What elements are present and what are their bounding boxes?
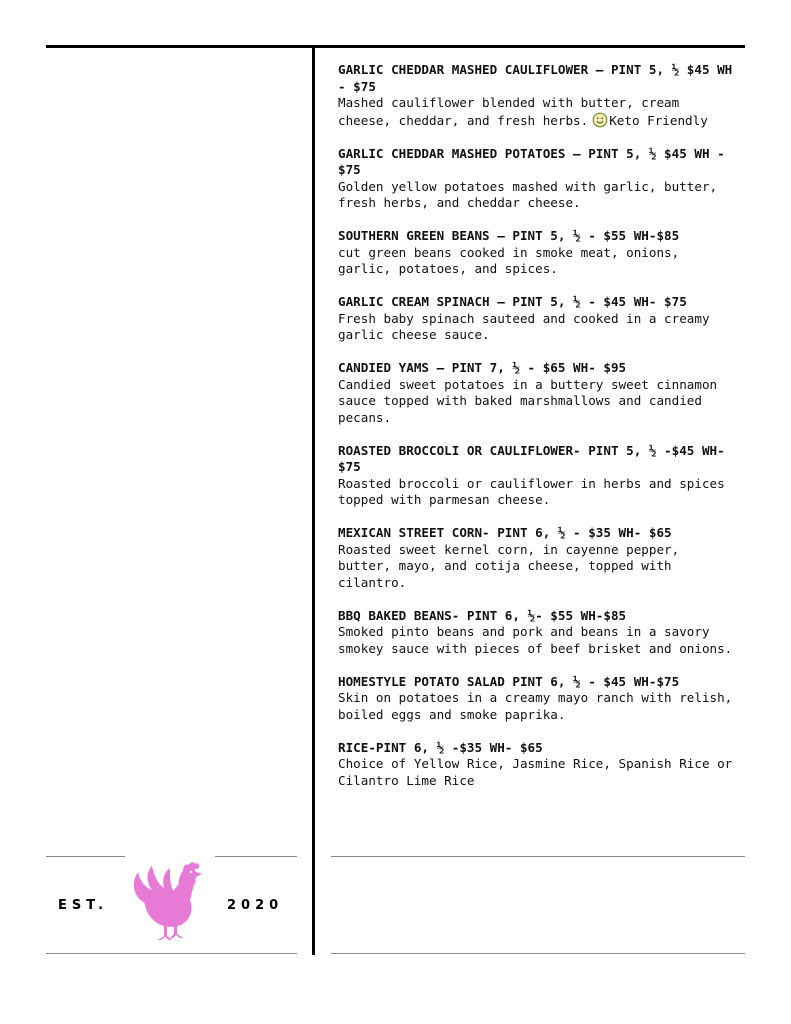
menu-item-description: Fresh baby spinach sauteed and cooked in a creamy garlic cheese sauce. (338, 310, 718, 342)
menu-item (338, 674, 738, 724)
menu-item-title: BBQ BAKED BEANS- PINT 6, ½- $55 WH-$85 (338, 607, 627, 623)
menu-item-description (338, 95, 738, 129)
menu-item-title: GARLIC CREAM SPINACH – PINT 5, ½ - $45 WH- $75 (338, 294, 687, 309)
footer-rule-left-bottom (46, 953, 297, 954)
menu-item-description: cut green beans cooked in smoke meat, onions, garlic, potatoes, and spices. (338, 244, 687, 276)
menu-item (338, 294, 738, 344)
menu-item-title: GARLIC CHEDDAR MASHED CAULIFLOWER – PINT 5, ½ $45 WH - $75 (338, 62, 740, 94)
menu-item-title: MEXICAN STREET CORN- PINT 6, ½ - $35 WH- $65 (338, 525, 672, 540)
menu-item-title: ROASTED BROCCOLI OR CAULIFLOWER- PINT 5, ½ -$45 WH- $75 (338, 442, 733, 474)
smiley-icon (592, 112, 608, 128)
side-dishes-menu (338, 62, 738, 806)
menu-item-title: RICE-PINT 6, ½ -$35 WH- $65 (338, 739, 543, 755)
menu-item-description: Golden yellow potatoes mashed with garlic, butter, fresh herbs, and cheddar cheese. (338, 178, 725, 210)
menu-item (338, 228, 738, 278)
menu-item-description: Roasted sweet kernel corn, in cayenne pepper, butter, mayo, and cotija cheese, topped with cilantro. (338, 541, 687, 590)
menu-item-description: Candied sweet potatoes in a buttery sweet cinnamon sauce topped with baked marshmallows and candied pecans. (338, 376, 725, 425)
menu-item (338, 62, 738, 129)
menu-item-title: SOUTHERN GREEN BEANS – PINT 5, ½ - $55 WH-$85 (338, 228, 680, 243)
menu-item-description: Skin on potatoes in a creamy mayo ranch with relish, boiled eggs and smoke paprika. (338, 690, 740, 722)
menu-item (338, 525, 738, 591)
menu-item (338, 360, 738, 426)
rooster-icon (128, 860, 208, 944)
menu-item (338, 740, 738, 790)
menu-item-description: Roasted broccoli or cauliflower in herbs and spices topped with parmesan cheese. (338, 475, 733, 507)
menu-item-title: CANDIED YAMS – PINT 7, ½ - $65 WH- $95 (338, 360, 627, 375)
footer-rule-left-top-right (215, 856, 297, 857)
column-divider (312, 45, 315, 955)
menu-item (338, 608, 738, 658)
menu-item-description: Smoked pinto beans and pork and beans in a savory smokey sauce with pieces of beef brisket and onions. (338, 624, 733, 656)
footer-rule-left-top (46, 856, 125, 857)
menu-item-title: GARLIC CHEDDAR MASHED POTATOES – PINT 5, ½ $45 WH - $75 (338, 145, 733, 177)
est-label: EST. (58, 898, 109, 913)
est-year: 2020 (227, 898, 284, 913)
footer-rule-right-bottom (331, 953, 745, 954)
menu-item (338, 146, 738, 212)
top-divider (46, 45, 745, 48)
footer-rule-right-top (331, 856, 745, 857)
menu-item (338, 443, 738, 509)
menu-item-description-text: Mashed cauliflower blended with butter, cream cheese, cheddar, and fresh herbs. (338, 95, 687, 128)
menu-item-description: Choice of Yellow Rice, Jasmine Rice, Spanish Rice or Cilantro Lime Rice (338, 756, 740, 788)
menu-item-title: HOMESTYLE POTATO SALAD PINT 6, ½ - $45 WH-$75 (338, 673, 680, 689)
keto-friendly-badge: Keto Friendly (609, 112, 708, 128)
